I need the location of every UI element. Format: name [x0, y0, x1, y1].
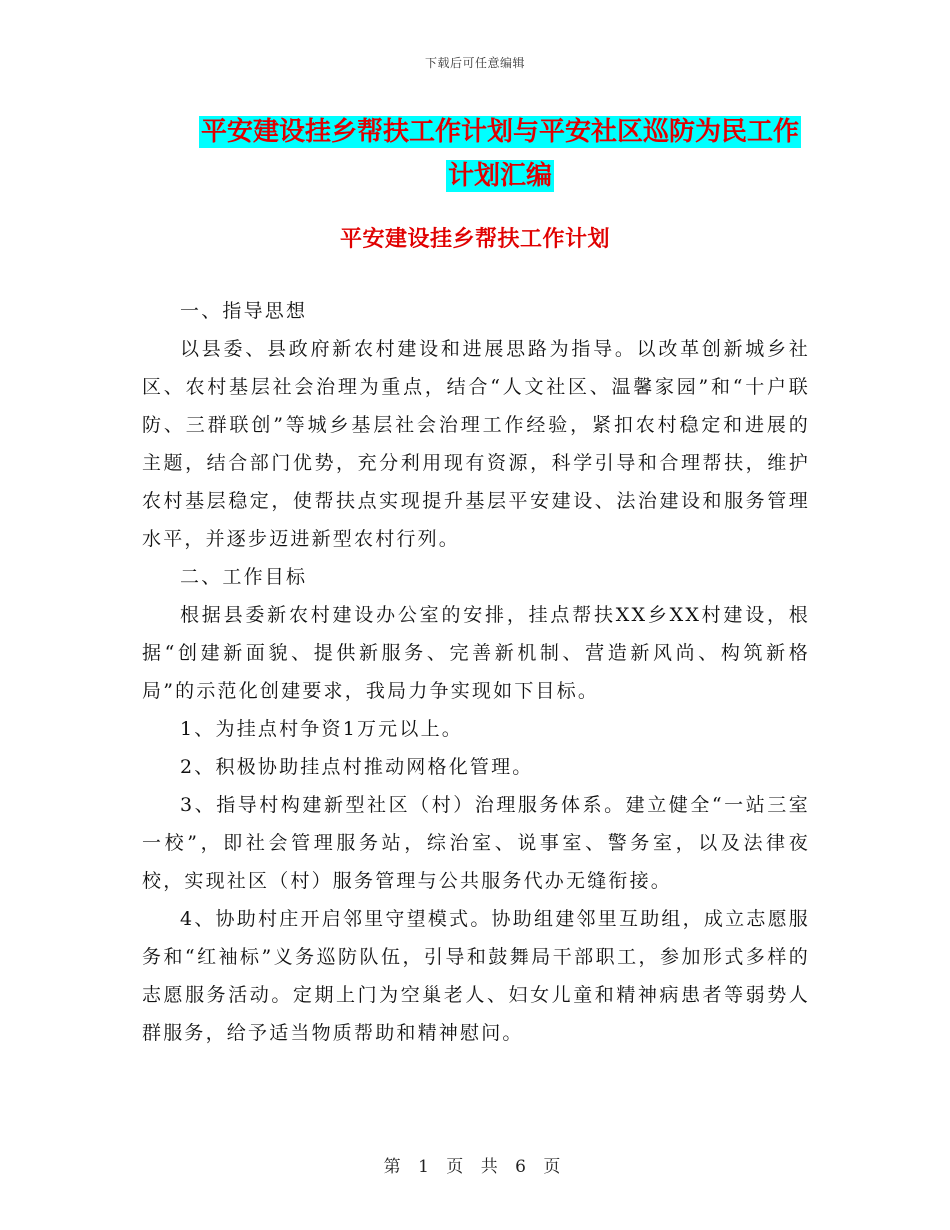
heading-guiding-thought: 一、指导思想 — [180, 300, 308, 322]
paragraph-work-goals: 根据县委新农村建设办公室的安排，挂点帮扶XX乡XX村建设，根据“创建新面貌、提供新服务、完善新机制、营造新风尚、构筑新格局”的示范化创建要求，我局力争实现如下目标。 — [142, 604, 810, 702]
section-title: 平安建设挂乡帮扶工作计划 — [339, 226, 610, 252]
goal-item-2: 2、积极协助挂点村推动网格化管理。 — [180, 756, 534, 778]
paragraph-guiding-thought: 以县委、县政府新农村建设和进展思路为指导。以改革创新城乡社区、农村基层社会治理为重点，结合“人文社区、温馨家园”和“十户联防、三群联创”等城乡基层社会治理工作经验，紧扣农村稳定和进展的主题，结合部门优势，充分利用现有资源，科学引导和合理帮扶，维护农村基层稳定，使帮扶点实现提升基层平安建设、法治建设和服务管理水平，并逐步迈进新型农村行列。 — [142, 338, 810, 550]
main-title — [190, 110, 810, 198]
heading-work-goals: 二、工作目标 — [180, 566, 308, 588]
goal-item-4: 4、协助村庄开启邻里守望模式。协助组建邻里互助组，成立志愿服务和“红袖标”义务巡防队伍，引导和鼓舞局干部职工，参加形式多样的志愿服务活动。定期上门为空巢老人、妇女儿童和精神病患者等弱势人群服务，给予适当物质帮助和精神慰问。 — [142, 908, 810, 1044]
goal-item-1: 1、为挂点村争资1万元以上。 — [180, 718, 463, 740]
header-note: 下载后可任意编辑 — [424, 56, 525, 70]
body-text — [142, 292, 810, 1052]
page-footer: 第 1 页 共 6 页 — [383, 1157, 567, 1177]
main-title-line-2: 计划汇编 — [447, 161, 552, 191]
goal-item-3: 3、指导村构建新型社区（村）治理服务体系。建立健全“一站三室一校”，即社会管理服务站，综治室、说事室、警务室，以及法律夜校，实现社区（村）服务管理与公共服务代办无缝衔接。 — [142, 794, 810, 892]
main-title-line-1: 平安建设挂乡帮扶工作计划与平安社区巡防为民工作 — [200, 117, 799, 147]
